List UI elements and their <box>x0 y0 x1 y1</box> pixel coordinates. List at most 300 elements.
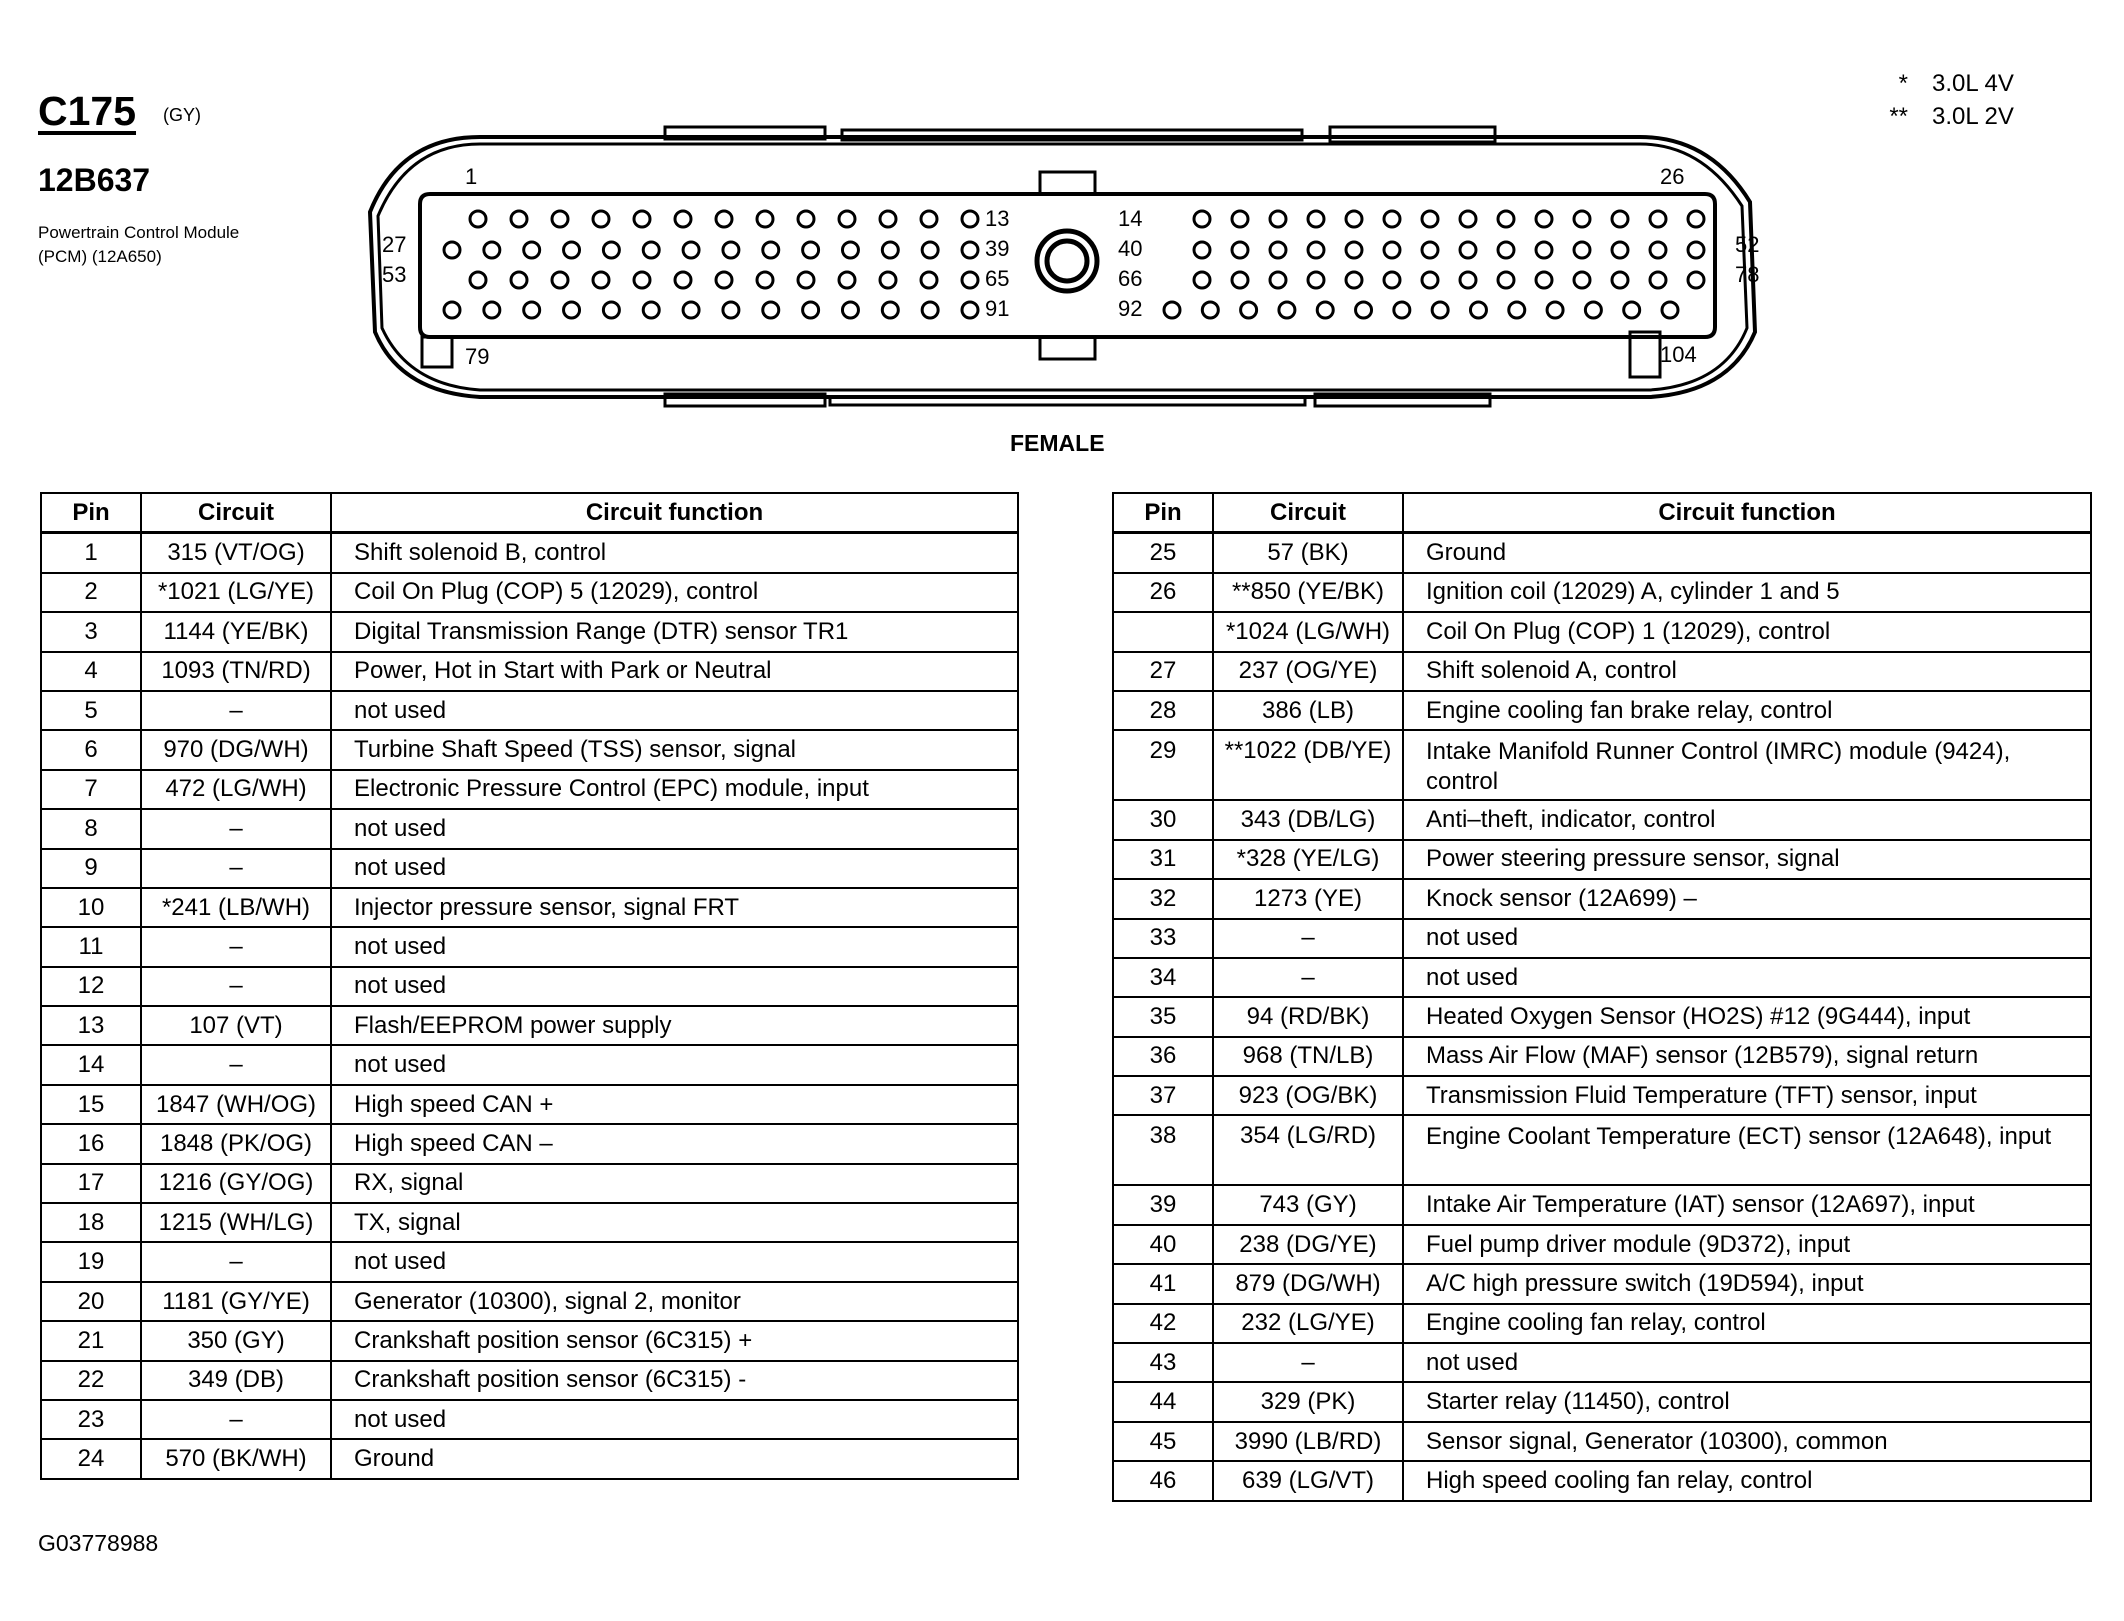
pin-hole <box>470 272 486 288</box>
pin-hole <box>716 272 732 288</box>
cell-circuit: 968 (TN/LB) <box>1213 1037 1403 1076</box>
pin-table-left <box>40 492 1019 1480</box>
pin-hole <box>1470 302 1486 318</box>
pin-label-39: 39 <box>985 236 1010 261</box>
cell-function: Electronic Pressure Control (EPC) module, input <box>331 770 1018 809</box>
pin-hole <box>1547 302 1563 318</box>
table-row <box>41 1282 1018 1321</box>
cell-pin: 6 <box>41 730 141 769</box>
pin-hole <box>1574 242 1590 258</box>
cell-pin: 1 <box>41 533 141 573</box>
cell-function: Coil On Plug (COP) 5 (12029), control <box>331 573 1018 612</box>
table-row <box>1113 919 2091 958</box>
pin-hole <box>880 211 896 227</box>
pin-hole <box>603 302 619 318</box>
pin-hole <box>1688 242 1704 258</box>
pin-hole <box>524 242 540 258</box>
pin-hole <box>1536 242 1552 258</box>
pin-hole <box>1498 242 1514 258</box>
cell-function: RX, signal <box>331 1164 1018 1203</box>
cell-function: Turbine Shaft Speed (TSS) sensor, signal <box>331 730 1018 769</box>
cell-function: Digital Transmission Range (DTR) sensor TR1 <box>331 612 1018 651</box>
legend-mark: ** <box>1889 103 1908 130</box>
header-function: Circuit function <box>1403 493 2091 533</box>
cell-circuit: 315 (VT/OG) <box>141 533 331 573</box>
cell-function: not used <box>1403 1343 2091 1382</box>
table-row <box>41 849 1018 888</box>
pin-hole <box>1308 242 1324 258</box>
cell-function: Injector pressure sensor, signal FRT <box>331 888 1018 927</box>
cell-function: Ground <box>331 1439 1018 1478</box>
pin-hole <box>842 242 858 258</box>
pin-hole <box>1624 302 1640 318</box>
cell-circuit: 1215 (WH/LG) <box>141 1203 331 1242</box>
cell-function: not used <box>331 849 1018 888</box>
cell-pin: 12 <box>41 967 141 1006</box>
cell-circuit: 1181 (GY/YE) <box>141 1282 331 1321</box>
cell-function: Generator (10300), signal 2, monitor <box>331 1282 1018 1321</box>
pin-hole <box>1612 272 1628 288</box>
header-pin: Pin <box>41 493 141 533</box>
pin-hole <box>1308 272 1324 288</box>
pin-label-78: 78 <box>1735 262 1760 287</box>
pin-hole <box>1384 211 1400 227</box>
cell-pin: 21 <box>41 1321 141 1360</box>
pin-hole <box>842 302 858 318</box>
table-row <box>1113 800 2091 839</box>
pin-hole <box>484 302 500 318</box>
cell-circuit: – <box>141 691 331 730</box>
cell-circuit: 1273 (YE) <box>1213 879 1403 918</box>
table-row <box>41 927 1018 966</box>
pin-hole <box>1194 242 1210 258</box>
pin-label-53: 53 <box>382 262 407 287</box>
table-row <box>1113 1461 2091 1500</box>
cell-function: Shift solenoid B, control <box>331 533 1018 573</box>
table-row <box>41 1203 1018 1242</box>
table-row <box>1113 1343 2091 1382</box>
pin-hole <box>683 302 699 318</box>
cell-function: High speed CAN + <box>331 1085 1018 1124</box>
pin-hole <box>921 211 937 227</box>
cell-pin: 29 <box>1113 730 1213 800</box>
cell-circuit: 237 (OG/YE) <box>1213 652 1403 691</box>
header-pin: Pin <box>1113 493 1213 533</box>
cell-circuit: 1093 (TN/RD) <box>141 652 331 691</box>
pin-hole <box>1384 242 1400 258</box>
pin-hole <box>723 242 739 258</box>
pin-table-right <box>1112 492 2092 1502</box>
pin-hole <box>1270 211 1286 227</box>
pin-hole <box>1346 272 1362 288</box>
cell-circuit: 472 (LG/WH) <box>141 770 331 809</box>
cell-circuit: – <box>141 927 331 966</box>
cell-circuit: – <box>141 849 331 888</box>
pin-hole <box>921 272 937 288</box>
pin-hole <box>593 272 609 288</box>
table-row <box>1113 1115 2091 1185</box>
table-row <box>41 1164 1018 1203</box>
cell-circuit: 3990 (LB/RD) <box>1213 1422 1403 1461</box>
cell-function: Heated Oxygen Sensor (HO2S) #12 (9G444), input <box>1403 997 2091 1036</box>
pin-label-92: 92 <box>1118 296 1143 321</box>
table-row <box>1113 997 2091 1036</box>
table-row <box>1113 652 2091 691</box>
pin-label-26: 26 <box>1660 164 1685 189</box>
cell-pin: 5 <box>41 691 141 730</box>
cell-function: High speed CAN – <box>331 1124 1018 1163</box>
pin-hole <box>1194 211 1210 227</box>
legend-item-2 <box>1878 103 2078 133</box>
cell-pin: 15 <box>41 1085 141 1124</box>
table-row <box>1113 1225 2091 1264</box>
pin-hole <box>1194 272 1210 288</box>
cell-function: High speed cooling fan relay, control <box>1403 1461 2091 1500</box>
table-row <box>1113 1076 2091 1115</box>
pin-label-65: 65 <box>985 266 1010 291</box>
pin-hole <box>1509 302 1525 318</box>
cell-function: not used <box>331 809 1018 848</box>
cell-pin: 42 <box>1113 1304 1213 1343</box>
pin-hole <box>922 302 938 318</box>
pin-hole <box>1536 272 1552 288</box>
table-header-row <box>41 493 1018 533</box>
cell-pin: 34 <box>1113 958 1213 997</box>
cell-pin: 2 <box>41 573 141 612</box>
cell-pin: 35 <box>1113 997 1213 1036</box>
pin-hole <box>1346 211 1362 227</box>
pin-hole <box>839 211 855 227</box>
cell-pin: 46 <box>1113 1461 1213 1500</box>
cell-function: Engine cooling fan brake relay, control <box>1403 691 2091 730</box>
pin-hole <box>634 272 650 288</box>
cell-pin: 13 <box>41 1006 141 1045</box>
pin-hole <box>444 242 460 258</box>
pin-hole <box>1164 302 1180 318</box>
cell-function: Engine cooling fan relay, control <box>1403 1304 2091 1343</box>
cell-circuit: 350 (GY) <box>141 1321 331 1360</box>
cell-function: Crankshaft position sensor (6C315) - <box>331 1361 1018 1400</box>
cell-circuit: 1847 (WH/OG) <box>141 1085 331 1124</box>
table-row <box>41 533 1018 573</box>
table-row <box>41 1321 1018 1360</box>
table-row <box>41 652 1018 691</box>
pin-hole <box>763 242 779 258</box>
header-circuit: Circuit <box>1213 493 1403 533</box>
cell-circuit: 743 (GY) <box>1213 1185 1403 1224</box>
cell-function: not used <box>331 927 1018 966</box>
pin-hole <box>1422 272 1438 288</box>
pin-hole <box>1612 242 1628 258</box>
cell-circuit: 343 (DB/LG) <box>1213 800 1403 839</box>
table-row <box>1113 1422 2091 1461</box>
pin-hole <box>593 211 609 227</box>
cell-function: Anti–theft, indicator, control <box>1403 800 2091 839</box>
pin-hole <box>962 242 978 258</box>
cell-pin: 22 <box>41 1361 141 1400</box>
pin-hole <box>1498 272 1514 288</box>
cell-function: Coil On Plug (COP) 1 (12029), control <box>1403 612 2091 651</box>
cell-function: Transmission Fluid Temperature (TFT) sensor, input <box>1403 1076 2091 1115</box>
cell-function: Power steering pressure sensor, signal <box>1403 840 2091 879</box>
pin-hole <box>798 272 814 288</box>
table-row <box>41 1045 1018 1084</box>
cell-function: Knock sensor (12A699) – <box>1403 879 2091 918</box>
connector-gender-label: FEMALE <box>1010 430 1105 456</box>
pin-hole <box>1394 302 1410 318</box>
cell-pin: 39 <box>1113 1185 1213 1224</box>
pin-hole <box>1432 302 1448 318</box>
pin-hole <box>643 242 659 258</box>
cell-pin: 19 <box>41 1242 141 1281</box>
cell-circuit: 232 (LG/YE) <box>1213 1304 1403 1343</box>
pin-hole <box>1650 242 1666 258</box>
cell-circuit: 57 (BK) <box>1213 533 1403 573</box>
pin-hole <box>1498 211 1514 227</box>
cell-pin: 26 <box>1113 573 1213 612</box>
pin-label-66: 66 <box>1118 266 1143 291</box>
cell-circuit: 329 (PK) <box>1213 1382 1403 1421</box>
pin-hole <box>1688 211 1704 227</box>
pin-hole <box>962 211 978 227</box>
pin-hole <box>882 242 898 258</box>
cell-circuit: 639 (LG/VT) <box>1213 1461 1403 1500</box>
cell-circuit: 1216 (GY/OG) <box>141 1164 331 1203</box>
cell-function: not used <box>1403 958 2091 997</box>
cell-circuit: – <box>141 809 331 848</box>
pin-label-40: 40 <box>1118 236 1143 261</box>
pin-label-1: 1 <box>465 164 478 189</box>
legend-text: 3.0L 2V <box>1932 103 2014 130</box>
cell-circuit: – <box>141 1242 331 1281</box>
table-row <box>41 691 1018 730</box>
pin-holes <box>444 211 1704 318</box>
connector-id: C175 <box>38 88 137 134</box>
table-row <box>1113 1382 2091 1421</box>
pin-hole <box>1460 272 1476 288</box>
cell-pin: 24 <box>41 1439 141 1478</box>
table-row <box>1113 612 2091 651</box>
cell-pin: 44 <box>1113 1382 1213 1421</box>
pin-hole <box>643 302 659 318</box>
cell-circuit: 354 (LG/RD) <box>1213 1115 1403 1185</box>
part-number: 12B637 <box>38 162 151 198</box>
cell-function: Fuel pump driver module (9D372), input <box>1403 1225 2091 1264</box>
cell-function: Power, Hot in Start with Park or Neutral <box>331 652 1018 691</box>
cell-pin: 4 <box>41 652 141 691</box>
cell-pin: 30 <box>1113 800 1213 839</box>
cell-pin: 14 <box>41 1045 141 1084</box>
cell-circuit: 970 (DG/WH) <box>141 730 331 769</box>
table-row <box>1113 533 2091 573</box>
pin-hole <box>1308 211 1324 227</box>
table-row <box>1113 1037 2091 1076</box>
pin-hole <box>757 272 773 288</box>
pin-hole <box>757 211 773 227</box>
pin-hole <box>716 211 732 227</box>
table-row <box>1113 730 2091 800</box>
pin-hole <box>882 302 898 318</box>
cell-pin <box>1113 612 1213 651</box>
pin-hole <box>1422 242 1438 258</box>
pin-label-52: 52 <box>1735 232 1760 257</box>
pin-hole <box>1585 302 1601 318</box>
pin-hole <box>524 302 540 318</box>
pin-hole <box>1241 302 1257 318</box>
pin-hole <box>723 302 739 318</box>
table-row <box>41 1006 1018 1045</box>
table-row <box>1113 958 2091 997</box>
table-row <box>41 1439 1018 1478</box>
cell-pin: 27 <box>1113 652 1213 691</box>
pin-hole <box>1574 211 1590 227</box>
pin-hole <box>1662 302 1678 318</box>
cell-circuit: 94 (RD/BK) <box>1213 997 1403 1036</box>
table-row <box>41 770 1018 809</box>
pin-hole <box>552 211 568 227</box>
header-circuit: Circuit <box>141 493 331 533</box>
pin-hole <box>444 302 460 318</box>
cell-circuit: 1848 (PK/OG) <box>141 1124 331 1163</box>
table-row <box>1113 573 2091 612</box>
cell-circuit: – <box>141 1400 331 1439</box>
table-row <box>1113 879 2091 918</box>
cell-function: TX, signal <box>331 1203 1018 1242</box>
pin-hole <box>511 211 527 227</box>
cell-pin: 9 <box>41 849 141 888</box>
pin-hole <box>683 242 699 258</box>
cell-circuit: 386 (LB) <box>1213 691 1403 730</box>
pin-hole <box>1232 211 1248 227</box>
table-row <box>41 967 1018 1006</box>
cell-pin: 17 <box>41 1164 141 1203</box>
pin-hole <box>1279 302 1295 318</box>
pin-hole <box>1422 211 1438 227</box>
connector-diagram <box>330 122 1800 422</box>
pin-hole <box>1460 242 1476 258</box>
cell-pin: 20 <box>41 1282 141 1321</box>
cell-circuit: 238 (DG/YE) <box>1213 1225 1403 1264</box>
pin-hole <box>1346 242 1362 258</box>
pin-hole <box>1650 211 1666 227</box>
cell-function: not used <box>1403 919 2091 958</box>
pin-hole <box>634 211 650 227</box>
pin-hole <box>564 302 580 318</box>
pin-hole <box>763 302 779 318</box>
table-row <box>1113 840 2091 879</box>
cell-circuit: 923 (OG/BK) <box>1213 1076 1403 1115</box>
pin-hole <box>1270 242 1286 258</box>
cell-pin: 31 <box>1113 840 1213 879</box>
cell-circuit: **1022 (DB/YE) <box>1213 730 1403 800</box>
cell-function: Ignition coil (12029) A, cylinder 1 and 5 <box>1403 573 2091 612</box>
cell-pin: 36 <box>1113 1037 1213 1076</box>
cell-pin: 23 <box>41 1400 141 1439</box>
table-row <box>1113 1185 2091 1224</box>
cell-pin: 45 <box>1113 1422 1213 1461</box>
legend-item-1 <box>1878 70 2078 100</box>
table-row <box>41 888 1018 927</box>
cell-circuit: 349 (DB) <box>141 1361 331 1400</box>
pin-hole <box>1688 272 1704 288</box>
cell-function: not used <box>331 1242 1018 1281</box>
pin-hole <box>675 211 691 227</box>
cell-pin: 25 <box>1113 533 1213 573</box>
cell-pin: 3 <box>41 612 141 651</box>
cell-function: not used <box>331 691 1018 730</box>
cell-function: Flash/EEPROM power supply <box>331 1006 1018 1045</box>
cell-function: Intake Manifold Runner Control (IMRC) module (9424), control <box>1403 730 2091 800</box>
cell-circuit: – <box>1213 919 1403 958</box>
cell-pin: 38 <box>1113 1115 1213 1185</box>
table-row <box>1113 1264 2091 1303</box>
cell-circuit: – <box>141 967 331 1006</box>
table-row <box>41 612 1018 651</box>
pin-hole <box>1384 272 1400 288</box>
cell-circuit: 879 (DG/WH) <box>1213 1264 1403 1303</box>
cell-pin: 10 <box>41 888 141 927</box>
cell-pin: 8 <box>41 809 141 848</box>
figure-code: G03778988 <box>38 1530 159 1556</box>
cell-pin: 41 <box>1113 1264 1213 1303</box>
pin-hole <box>1270 272 1286 288</box>
pin-hole <box>1356 302 1372 318</box>
cell-pin: 18 <box>41 1203 141 1242</box>
cell-circuit: *328 (YE/LG) <box>1213 840 1403 879</box>
connector-color-code: (GY) <box>163 105 201 125</box>
legend-text: 3.0L 4V <box>1932 70 2014 97</box>
pin-hole <box>564 242 580 258</box>
pin-hole <box>798 211 814 227</box>
cell-function: Engine Coolant Temperature (ECT) sensor (12A648), input <box>1403 1115 2091 1185</box>
table-header-row <box>1113 493 2091 533</box>
pin-hole <box>1612 211 1628 227</box>
pin-hole <box>1460 211 1476 227</box>
cell-circuit: 570 (BK/WH) <box>141 1439 331 1478</box>
pin-hole <box>552 272 568 288</box>
legend-mark: * <box>1898 70 1908 97</box>
pin-label-104: 104 <box>1660 342 1697 367</box>
cell-circuit: 107 (VT) <box>141 1006 331 1045</box>
module-description-line1: Powertrain Control Module <box>38 223 240 242</box>
cell-pin: 16 <box>41 1124 141 1163</box>
pin-hole <box>603 242 619 258</box>
pin-hole <box>803 242 819 258</box>
cell-function: not used <box>331 1045 1018 1084</box>
cell-circuit: – <box>141 1045 331 1084</box>
pin-hole <box>922 242 938 258</box>
cell-pin: 11 <box>41 927 141 966</box>
cell-circuit: – <box>1213 1343 1403 1382</box>
table-row <box>41 1361 1018 1400</box>
pin-hole <box>470 211 486 227</box>
pin-hole <box>511 272 527 288</box>
cell-circuit: *241 (LB/WH) <box>141 888 331 927</box>
pin-hole <box>962 272 978 288</box>
pin-hole <box>1232 242 1248 258</box>
cell-circuit: 1144 (YE/BK) <box>141 612 331 651</box>
cell-function: Crankshaft position sensor (6C315) + <box>331 1321 1018 1360</box>
table-row <box>41 730 1018 769</box>
pin-label-79: 79 <box>465 344 490 369</box>
pin-hole <box>1650 272 1666 288</box>
table-row <box>1113 691 2091 730</box>
cell-function: Starter relay (11450), control <box>1403 1382 2091 1421</box>
cell-function: not used <box>331 1400 1018 1439</box>
pin-hole <box>1232 272 1248 288</box>
table-row <box>41 1400 1018 1439</box>
table-row <box>41 809 1018 848</box>
